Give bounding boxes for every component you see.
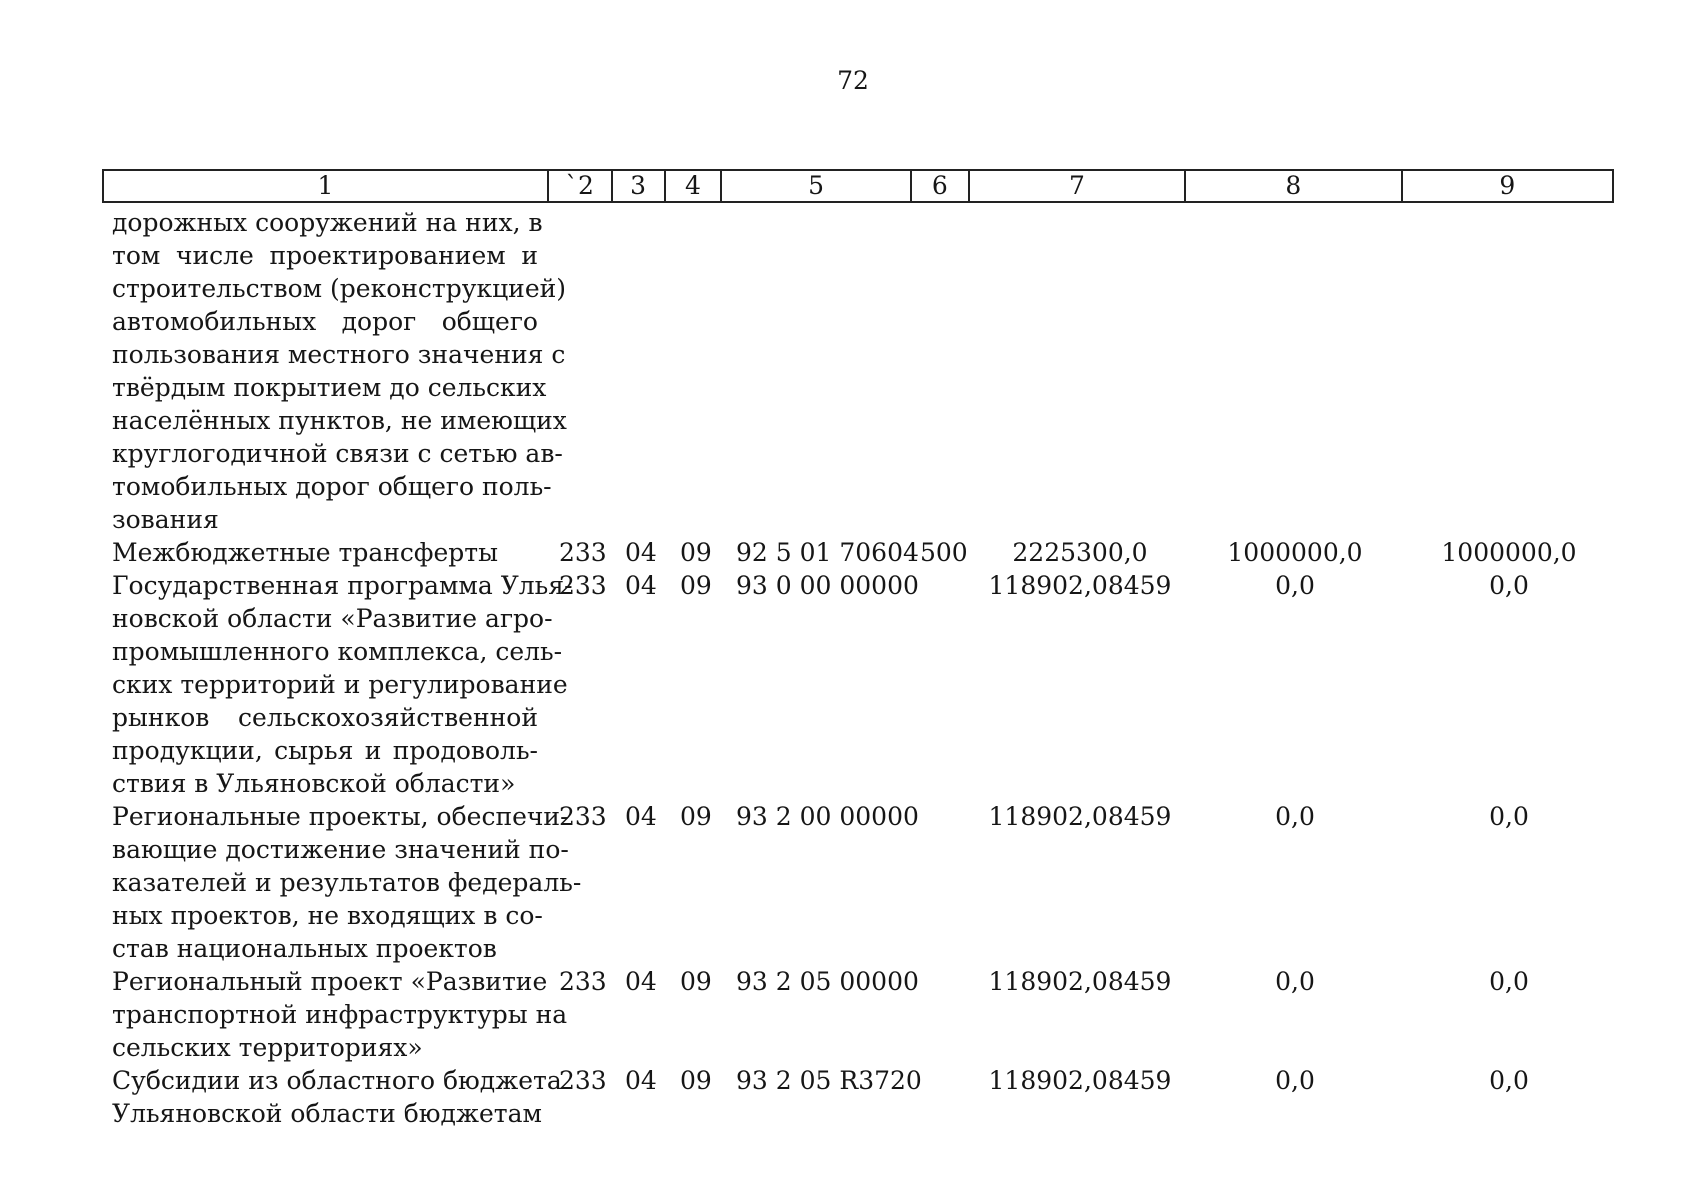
cell-col-4: 09 [680, 1066, 712, 1095]
cell-col-3: 04 [625, 538, 657, 567]
description-line: Межбюджетные трансферты [112, 538, 499, 567]
cell-col-9: 1000000,0 [1441, 538, 1577, 567]
cell-col-7: 118902,08459 [988, 571, 1172, 600]
cell-col-9: 0,0 [1489, 967, 1529, 996]
row-description [112, 206, 567, 536]
cell-col-7: 118902,08459 [988, 1066, 1172, 1095]
header-col-2: `2 [549, 171, 613, 201]
description-line: круглогодичной связи с сетью ав- [112, 439, 563, 468]
description-line: строительством (реконструкцией) [112, 274, 567, 303]
cell-col-4: 09 [680, 571, 712, 600]
cell-col-2: 233 [559, 571, 607, 600]
description-line: Ульяновской области бюджетам [112, 1099, 542, 1128]
description-line: Региональный проект «Развитие [112, 967, 548, 996]
cell-col-4: 09 [680, 967, 712, 996]
description-line: Субсидии из областного бюджета [112, 1066, 562, 1095]
cell-col-3: 04 [625, 802, 657, 831]
description-line: новской области «Развитие агро- [112, 604, 553, 633]
description-line: Региональные проекты, обеспечи- [112, 802, 569, 831]
cell-col-7: 118902,08459 [988, 802, 1172, 831]
description-line: казателей и результатов федераль- [112, 868, 582, 897]
cell-col-5: 93 2 05 R3720 [736, 1066, 922, 1095]
description-line: став национальных проектов [112, 934, 497, 963]
header-col-8: 8 [1186, 171, 1402, 201]
cell-col-2: 233 [559, 1066, 607, 1095]
cell-col-7: 2225300,0 [1012, 538, 1148, 567]
cell-col-3: 04 [625, 1066, 657, 1095]
description-line: рынков сельскохозяйственной [112, 703, 538, 732]
cell-col-2: 233 [559, 967, 607, 996]
cell-col-3: 04 [625, 571, 657, 600]
description-line: промышленного комплекса, сель- [112, 637, 563, 666]
description-line: пользования местного значения с [112, 340, 566, 369]
cell-col-5: 93 2 00 00000 [736, 802, 919, 831]
description-line: ских территорий и регулирование [112, 670, 568, 699]
description-line: томобильных дорог общего поль- [112, 472, 552, 501]
header-col-7: 7 [970, 171, 1186, 201]
cell-col-8: 0,0 [1275, 571, 1315, 600]
header-col-3: 3 [613, 171, 666, 201]
header-col-5: 5 [722, 171, 912, 201]
cell-col-9: 0,0 [1489, 1066, 1529, 1095]
cell-col-2: 233 [559, 538, 607, 567]
description-line: твёрдым покрытием до сельских [112, 373, 547, 402]
description-line: продукции, сырья и продоволь- [112, 736, 538, 765]
row-description [112, 569, 573, 800]
header-col-9: 9 [1499, 171, 1516, 200]
description-line: сельских территориях» [112, 1033, 423, 1062]
cell-col-8: 0,0 [1275, 967, 1315, 996]
row-description [112, 536, 538, 569]
cell-col-5: 93 2 05 00000 [736, 967, 919, 996]
description-line: зования [112, 505, 219, 534]
header-col-6: 6 [912, 171, 970, 201]
cell-col-9: 0,0 [1489, 571, 1529, 600]
description-line: вающие достижение значений по- [112, 835, 569, 864]
cell-col-8: 0,0 [1275, 802, 1315, 831]
row-description [112, 1064, 562, 1130]
cell-col-7: 118902,08459 [988, 967, 1172, 996]
description-line: том числе проектированием и [112, 241, 538, 270]
cell-col-4: 09 [680, 538, 712, 567]
description-line: ствия в Ульяновской области» [112, 769, 516, 798]
page-number: 72 [837, 66, 869, 95]
description-line: автомобильных дорог общего [112, 307, 538, 336]
cell-col-6: 500 [920, 538, 968, 567]
cell-col-5: 92 5 01 70604 [736, 538, 919, 567]
row-description [112, 965, 568, 1064]
description-line: ных проектов, не входящих в со- [112, 901, 543, 930]
description-line: Государственная программа Улья- [112, 571, 573, 600]
table-header [102, 169, 1614, 203]
header-col-4: 4 [666, 171, 723, 201]
cell-col-5: 93 0 00 00000 [736, 571, 919, 600]
cell-col-8: 1000000,0 [1227, 538, 1363, 567]
description-line: дорожных сооружений на них, в [112, 208, 543, 237]
header-col-1: 1 [104, 171, 549, 201]
description-line: транспортной инфраструктуры на [112, 1000, 568, 1029]
cell-col-3: 04 [625, 967, 657, 996]
description-line: населённых пунктов, не имеющих [112, 406, 567, 435]
cell-col-8: 0,0 [1275, 1066, 1315, 1095]
cell-col-2: 233 [559, 802, 607, 831]
row-description [112, 800, 582, 965]
cell-col-9: 0,0 [1489, 802, 1529, 831]
cell-col-4: 09 [680, 802, 712, 831]
